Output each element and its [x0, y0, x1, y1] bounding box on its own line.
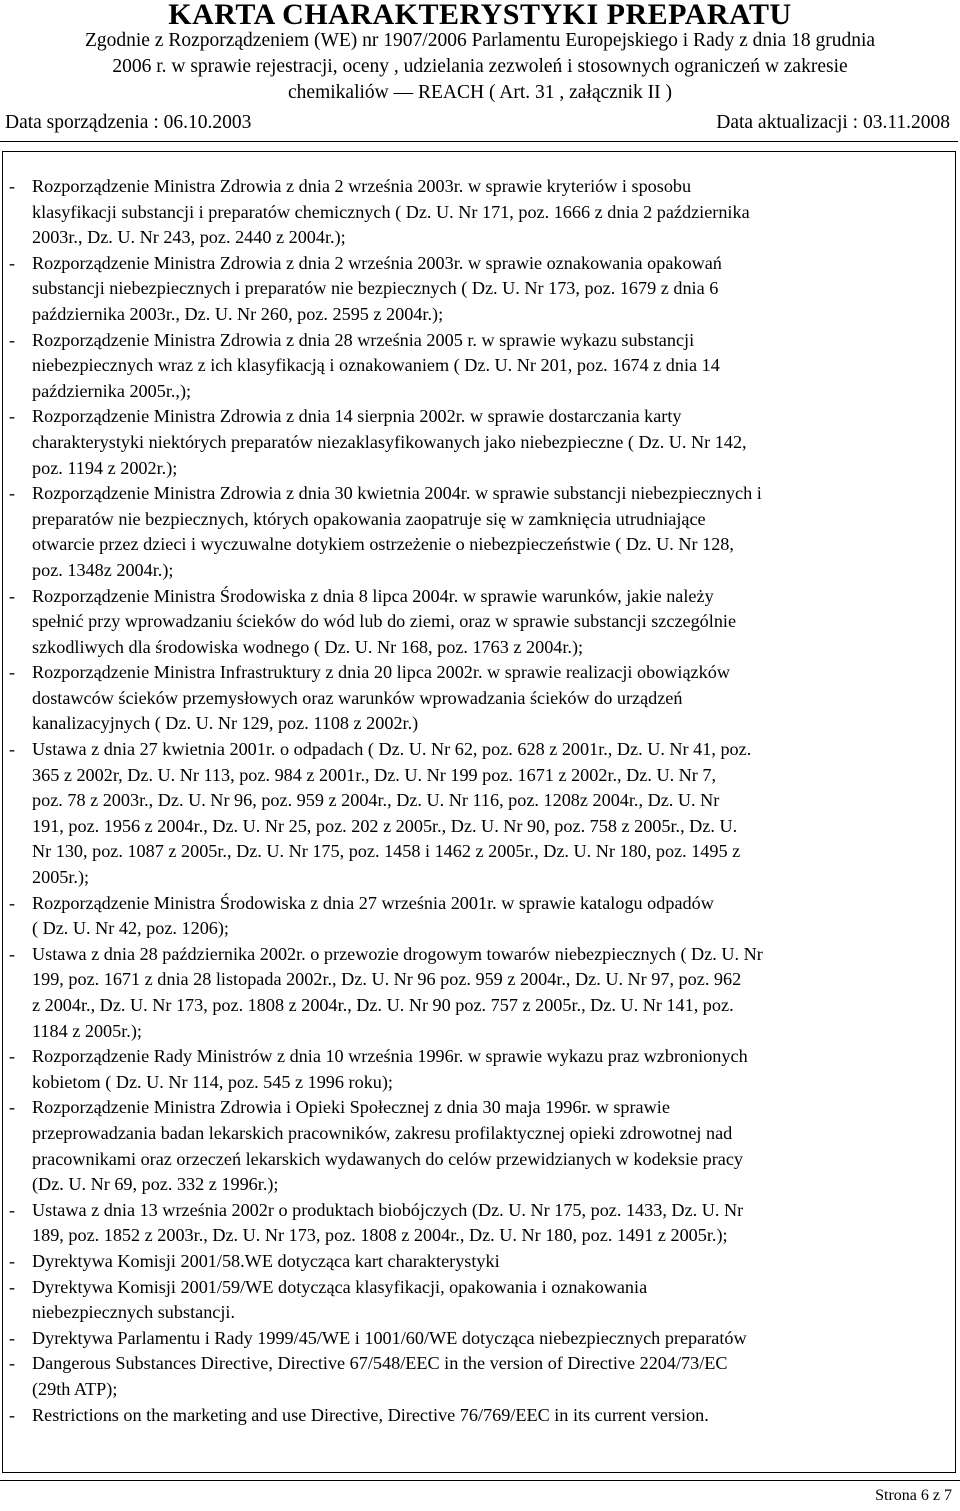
list-item-line: Ustawa z dnia 27 kwietnia 2001r. o odpadach ( Dz. U. Nr 62, poz. 628 z 2001r., Dz. U. Nr 41, poz.: [32, 739, 752, 760]
list-item-line: 191, poz. 1956 z 2004r., Dz. U. Nr 25, poz. 202 z 2005r., Dz. U. Nr 90, poz. 758 z 2005r., Dz. U.: [32, 815, 738, 836]
list-item-line: 199, poz. 1671 z dnia 28 listopada 2002r., Dz. U. Nr 96 poz. 959 z 2004r., Dz. U. Nr 97, poz. 962: [32, 969, 742, 990]
document-title: KARTA CHARAKTERYSTYKI PREPARATU: [168, 0, 792, 28]
list-item: [9, 1403, 951, 1429]
list-item-line: Rozporządzenie Ministra Zdrowia z dnia 14 sierpnia 2002r. w sprawie dostarczania karty: [32, 406, 682, 427]
list-bullet: -: [9, 892, 16, 913]
list-bullet: -: [9, 1276, 16, 1297]
list-item-line: października 2005r.,);: [32, 380, 192, 401]
list-item: [9, 1198, 951, 1249]
list-item: [9, 1095, 951, 1197]
list-item-line: Rozporządzenie Ministra Środowiska z dnia 8 lipca 2004r. w sprawie warunków, jakie należy: [32, 585, 714, 606]
list-item: [9, 584, 951, 661]
list-bullet: -: [9, 943, 16, 964]
list-item: [9, 942, 951, 1044]
list-item-line: (29th ATP);: [32, 1378, 118, 1399]
list-item-line: substancji niebezpiecznych i preparatów nie bezpiecznych ( Dz. U. Nr 173, poz. 1679 z dnia 6: [32, 278, 719, 299]
list-item: [9, 1249, 951, 1275]
header-divider: [0, 141, 958, 142]
list-item-line: dostawców ścieków przemysłowych oraz warunków wprowadzania ścieków do urządzeń: [32, 687, 683, 708]
list-item-line: Dyrektywa Komisji 2001/59/WE dotycząca klasyfikacji, opakowania i oznakowania: [32, 1276, 648, 1297]
list-item: [9, 660, 951, 737]
list-item: [9, 1275, 951, 1326]
list-item-line: Rozporządzenie Ministra Zdrowia z dnia 2 września 2003r. w sprawie kryteriów i sposobu: [32, 176, 692, 196]
list-bullet: -: [9, 329, 16, 350]
list-item-line: 365 z 2002r, Dz. U. Nr 113, poz. 984 z 2001r., Dz. U. Nr 199 poz. 1671 z 2002r., Dz. U. Nr 7,: [32, 764, 717, 785]
list-item: [9, 404, 951, 481]
list-item: [9, 174, 951, 251]
list-item-line: Rozporządzenie Ministra Zdrowia z dnia 30 kwietnia 2004r. w sprawie substancji niebezpiecznych i: [32, 483, 762, 504]
list-item-line: Dangerous Substances Directive, Directive 67/548/EEC in the version of Directive 2204/73/EC: [32, 1353, 728, 1374]
list-item-line: charakterystyki niektórych preparatów niezaklasyfikowanych jako niebezpieczne ( Dz. U. Nr 142,: [32, 431, 747, 452]
list-item-line: 2005r.);: [32, 867, 90, 888]
list-item-line: kobietom ( Dz. U. Nr 114, poz. 545 z 1996 roku);: [32, 1071, 393, 1092]
list-bullet: -: [9, 662, 16, 683]
list-item: [9, 251, 951, 328]
list-item-line: 2003r., Dz. U. Nr 243, poz. 2440 z 2004r.);: [32, 227, 346, 248]
list-item-line: otwarcie przez dzieci i wyczuwalne dotykiem ostrzeżenie o niebezpieczeństwie ( Dz. U. Nr 128,: [32, 534, 734, 555]
list-item-line: klasyfikacji substancji i preparatów chemicznych ( Dz. U. Nr 171, poz. 1666 z dnia 2 października: [32, 201, 750, 222]
list-item: [9, 1351, 951, 1402]
list-item-line: Rozporządzenie Ministra Zdrowia z dnia 28 września 2005 r. w sprawie wykazu substancji: [32, 329, 695, 350]
list-item-line: ( Dz. U. Nr 42, poz. 1206);: [32, 918, 229, 939]
list-item-line: Rozporządzenie Ministra Środowiska z dnia 27 września 2001r. w sprawie katalogu odpadów: [32, 892, 714, 913]
list-bullet: -: [9, 1250, 16, 1271]
legislation-list: [2, 151, 956, 1473]
page-number: Strona 6 z 7: [875, 1487, 952, 1504]
list-item-line: 189, poz. 1852 z 2003r., Dz. U. Nr 173, poz. 1808 z 2004r., Dz. U. Nr 180, poz. 1491 z 2005r.);: [32, 1225, 728, 1246]
list-bullet: -: [9, 252, 16, 273]
list-item-line: Rozporządzenie Ministra Zdrowia i Opieki Społecznej z dnia 30 maja 1996r. w sprawie: [32, 1097, 670, 1118]
list-bullet: -: [9, 1353, 16, 1374]
list-item-line: poz. 1194 z 2002r.);: [32, 457, 178, 478]
list-item-line: 1184 z 2005r.);: [32, 1020, 142, 1041]
list-item-line: przeprowadzania badan lekarskich pracowników, zakresu profilaktycznej opieki zdrowotnej nad: [32, 1122, 733, 1143]
list-item-line: pracownikami oraz orzeczeń lekarskich wydawanych do celów przewidzianych w kodeksie pracy: [32, 1148, 744, 1169]
list-item-line: szkodliwych dla środowiska wodnego ( Dz. U. Nr 168, poz. 1763 z 2004r.);: [32, 636, 584, 657]
list-item-line: poz. 78 z 2003r., Dz. U. Nr 96, poz. 959 z 2004r., Dz. U. Nr 116, poz. 1208z 2004r., Dz. U. Nr: [32, 790, 720, 811]
list-item: [9, 1044, 951, 1095]
list-bullet: -: [9, 585, 16, 606]
list-item-line: Nr 130, poz. 1087 z 2005r., Dz. U. Nr 175, poz. 1458 i 1462 z 2005r., Dz. U. Nr 180, poz. 1495 z: [32, 841, 741, 862]
list-bullet: -: [9, 1097, 16, 1118]
list-item-line: października 2003r., Dz. U. Nr 260, poz. 2595 z 2004r.);: [32, 303, 444, 324]
list-item-line: (Dz. U. Nr 69, poz. 332 z 1996r.);: [32, 1174, 279, 1195]
list-item-line: niebezpiecznych substancji.: [32, 1302, 236, 1323]
date-updated: Data aktualizacji : 03.11.2008: [716, 112, 950, 133]
list-bullet: -: [9, 1404, 16, 1425]
list-bullet: -: [9, 406, 16, 427]
list-item: [9, 481, 951, 583]
list-item-line: z 2004r., Dz. U. Nr 173, poz. 1808 z 2004r., Dz. U. Nr 90 poz. 757 z 2005r., Dz. U. Nr 141, poz.: [32, 995, 734, 1015]
list-item-line: Dyrektywa Parlamentu i Rady 1999/45/WE i 1001/60/WE dotycząca niebezpiecznych preparatów: [32, 1327, 747, 1348]
list-bullet: -: [9, 1327, 16, 1348]
list-item: [9, 1326, 951, 1352]
date-created: Data sporządzenia : 06.10.2003: [5, 112, 252, 133]
list-item: [9, 737, 951, 891]
list-item: [9, 891, 951, 942]
list-item-line: spełnić przy wprowadzaniu ścieków do wód lub do ziemi, oraz w sprawie substancji szczególnie: [32, 611, 737, 632]
list-item-line: niebezpiecznych wraz z ich klasyfikacją i oznakowaniem ( Dz. U. Nr 201, poz. 1674 z dnia 14: [32, 355, 720, 376]
list-bullet: -: [9, 739, 16, 760]
list-item-line: Rozporządzenie Ministra Zdrowia z dnia 2 września 2003r. w sprawie oznakowania opakowań: [32, 252, 722, 273]
regulation-line-1: Zgodnie z Rozporządzeniem (WE) nr 1907/2006 Parlamentu Europejskiego i Rady z dnia 18 grudnia: [84, 30, 876, 51]
page-footer: [0, 1480, 960, 1511]
list-item-line: Restrictions on the marketing and use Directive, Directive 76/769/EEC in its current version.: [32, 1404, 709, 1425]
list-bullet: -: [9, 483, 16, 504]
list-bullet: -: [9, 1046, 16, 1067]
document-header: [0, 0, 960, 106]
regulation-line-3: chemikaliów — REACH ( Art. 31 , załącznik II ): [288, 82, 672, 103]
list-item-line: Ustawa z dnia 13 września 2002r o produktach biobójczych (Dz. U. Nr 175, poz. 1433, Dz. U. Nr: [32, 1199, 744, 1220]
list-item-line: poz. 1348z 2004r.);: [32, 559, 174, 580]
list-item-line: preparatów nie bezpiecznych, których opakowania zaopatruje się w zamknięcia utrudniające: [32, 508, 706, 529]
list-bullet: -: [9, 1199, 16, 1220]
list-item-line: Dyrektywa Komisji 2001/58.WE dotycząca kart charakterystyki: [32, 1250, 500, 1271]
list-item-line: Rozporządzenie Ministra Infrastruktury z dnia 20 lipca 2002r. w sprawie realizacji obowiązków: [32, 662, 730, 683]
list-item-line: Ustawa z dnia 28 października 2002r. o przewozie drogowym towarów niebezpiecznych ( Dz. U. Nr: [32, 943, 763, 964]
list-bullet: -: [9, 176, 16, 196]
list-item: [9, 328, 951, 405]
regulation-line-2: 2006 r. w sprawie rejestracji, oceny , udzielania zezwoleń i stosownych ograniczeń w zakresie: [112, 56, 848, 77]
list-item-line: kanalizacyjnych ( Dz. U. Nr 129, poz. 1108 z 2002r.): [32, 713, 419, 734]
list-item-line: Rozporządzenie Rady Ministrów z dnia 10 września 1996r. w sprawie wykazu praz wzbronionych: [32, 1046, 748, 1067]
